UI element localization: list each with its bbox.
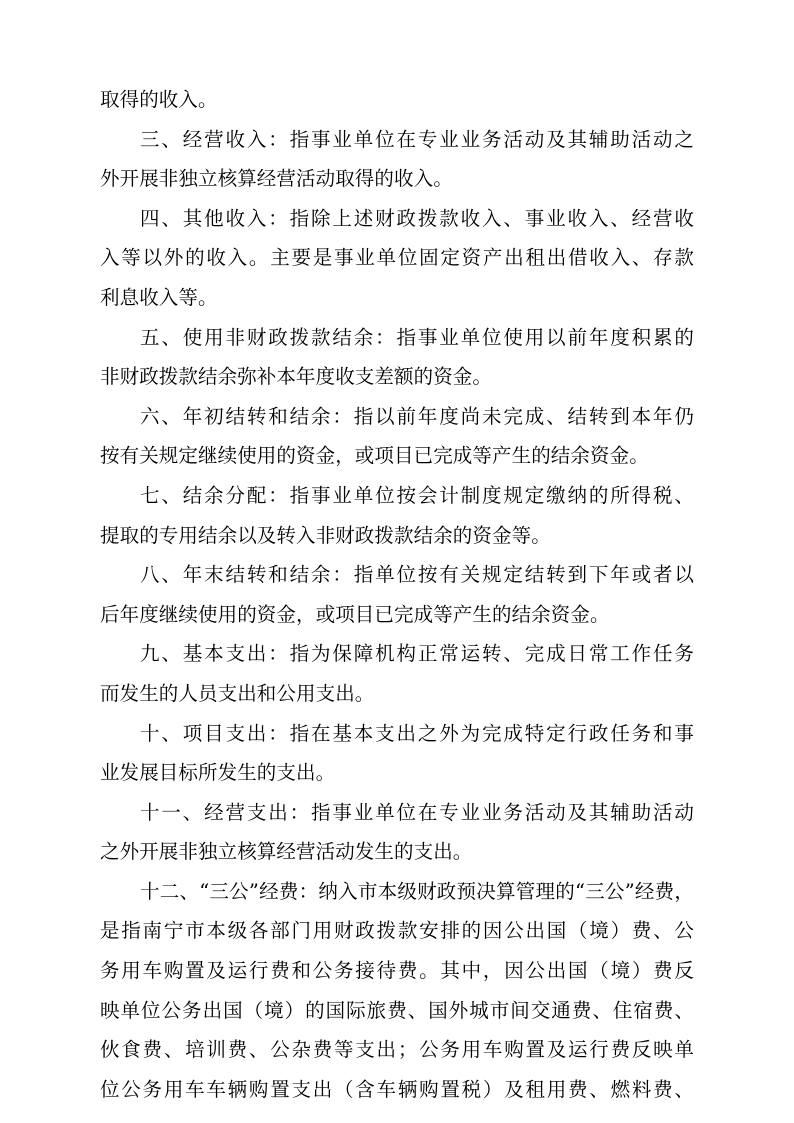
text-line: 位公务用车车辆购置支出（含车辆购置税）及租用费、燃料费、 bbox=[100, 1077, 694, 1101]
text-line: 十一、经营支出：指事业单位在专业业务活动及其辅助活动 bbox=[140, 800, 694, 824]
text-line: 业发展目标所发生的支出。 bbox=[100, 761, 336, 785]
paragraph bbox=[100, 80, 694, 120]
paragraph bbox=[100, 555, 694, 634]
text-line: 入等以外的收入。主要是事业单位固定资产出租出借收入、存款 bbox=[100, 246, 694, 270]
text-line: 伙食费、培训费、公杂费等支出；公务用车购置及运行费反映单 bbox=[100, 1038, 694, 1062]
text-line: 利息收入等。 bbox=[100, 285, 218, 309]
text-line: 非财政拨款结余弥补本年度收支差额的资金。 bbox=[100, 365, 493, 389]
text-line: 五、使用非财政拨款结余：指事业单位使用以前年度积累的 bbox=[140, 325, 694, 349]
paragraph bbox=[100, 120, 694, 199]
text-line: 务用车购置及运行费和公务接待费。其中，因公出国（境）费反 bbox=[100, 959, 694, 983]
text-line: 七、结余分配：指事业单位按会计制度规定缴纳的所得税、 bbox=[140, 483, 694, 507]
text-line: 是指南宁市本级各部门用财政拨款安排的因公出国（境）费、公 bbox=[100, 919, 694, 943]
paragraph bbox=[100, 476, 694, 555]
text-line: 外开展非独立核算经营活动取得的收入。 bbox=[100, 167, 453, 191]
text-line: 取得的收入。 bbox=[100, 88, 218, 111]
text-line: 六、年初结转和结余：指以前年度尚未完成、结转到本年仍 bbox=[140, 404, 694, 428]
text-line: 三、经营收入：指事业单位在专业业务活动及其辅助活动之 bbox=[140, 127, 694, 151]
paragraph bbox=[100, 397, 694, 476]
paragraph bbox=[100, 634, 694, 713]
text-line: 四、其他收入：指除上述财政拨款收入、事业收入、经营收 bbox=[140, 206, 694, 230]
text-line: 九、基本支出：指为保障机构正常运转、完成日常工作任务 bbox=[140, 642, 694, 666]
text-line: 而发生的人员支出和公用支出。 bbox=[100, 681, 375, 705]
paragraph bbox=[100, 872, 694, 1110]
paragraph bbox=[100, 714, 694, 793]
text-line: 十、项目支出：指在基本支出之外为完成特定行政任务和事 bbox=[140, 721, 694, 745]
text-line: 后年度继续使用的资金，或项目已完成等产生的结余资金。 bbox=[100, 602, 610, 626]
text-line: 提取的专用结余以及转入非财政拨款结余的资金等。 bbox=[100, 523, 551, 547]
paragraph bbox=[100, 199, 694, 318]
paragraph bbox=[100, 793, 694, 872]
text-line: 十二、“三公”经费：纳入市本级财政预决算管理的“三公”经费， bbox=[140, 879, 694, 903]
paragraph bbox=[100, 318, 694, 397]
text-line: 按有关规定继续使用的资金，或项目已完成等产生的结余资金。 bbox=[100, 444, 649, 468]
text-line: 八、年末结转和结余：指单位按有关规定结转到下年或者以 bbox=[140, 563, 694, 587]
text-line: 映单位公务出国（境）的国际旅费、国外城市间交通费、住宿费、 bbox=[100, 998, 694, 1022]
text-line: 之外开展非独立核算经营活动发生的支出。 bbox=[100, 840, 473, 864]
